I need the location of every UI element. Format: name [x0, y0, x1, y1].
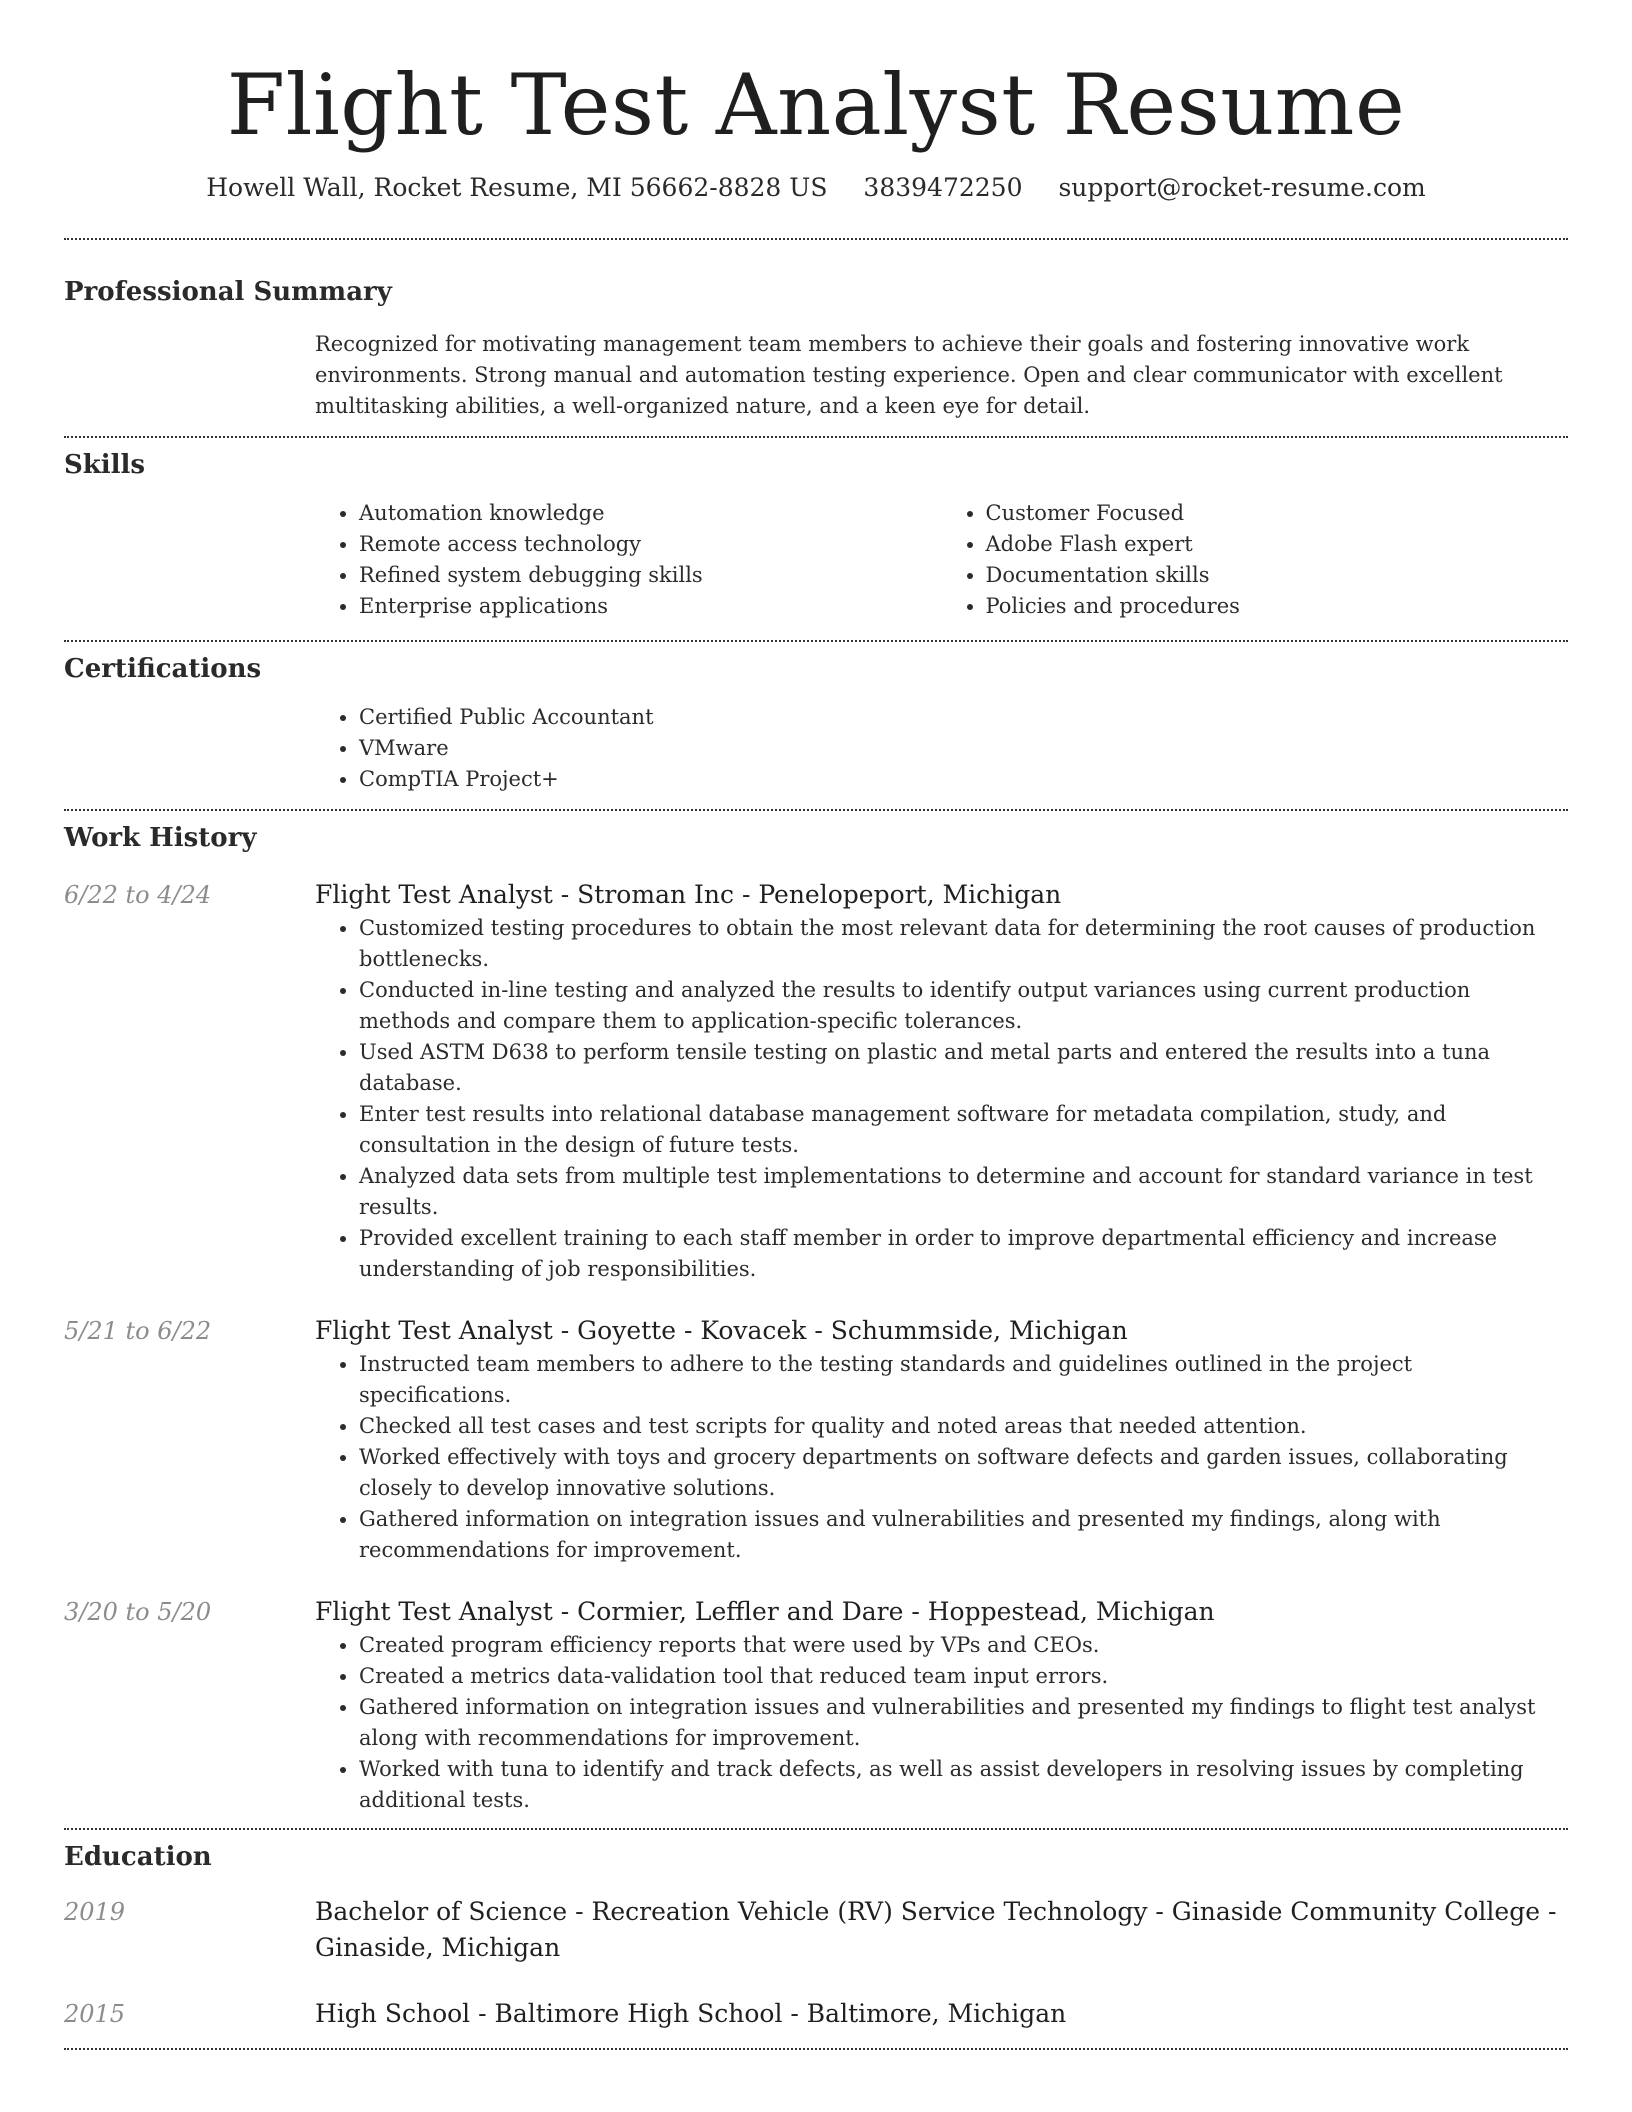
divider — [64, 238, 1568, 240]
contact-email: support@rocket-resume.com — [1058, 173, 1426, 202]
skills-list-right — [942, 498, 1569, 622]
list-item: • Customer Focused — [986, 498, 1569, 529]
list-item: • Refined system debugging skills — [359, 560, 942, 591]
job-entry — [64, 877, 1568, 1285]
certifications-heading: Certifications — [64, 654, 262, 684]
list-item: • Created a metrics data-validation tool that reduced team input errors. — [359, 1661, 1568, 1692]
certifications-list — [315, 702, 1568, 795]
job-dates: 3/20 to 5/20 — [64, 1598, 212, 1626]
job-title: Flight Test Analyst - Goyette - Kovacek - Schummside, Michigan — [315, 1316, 1128, 1345]
contact-line — [64, 170, 1568, 206]
contact-phone: 3839472250 — [863, 173, 1023, 202]
job-dates: 6/22 to 4/24 — [64, 881, 212, 909]
work-history-section — [64, 821, 1568, 1816]
education-section — [64, 1840, 1568, 2032]
contact-address: Howell Wall, Rocket Resume, MI 56662-8828 US — [206, 173, 828, 202]
list-item: • Gathered information on integration issues and vulnerabilities and presented my findings, along with recommendations for improvement. — [359, 1504, 1568, 1566]
education-year: 2019 — [64, 1898, 126, 1926]
education-entry — [64, 1996, 1568, 2032]
education-heading: Education — [64, 1842, 212, 1872]
job-dates: 5/21 to 6/22 — [64, 1317, 212, 1345]
list-item: • Used ASTM D638 to perform tensile testing on plastic and metal parts and entered the results into a tuna database. — [359, 1037, 1568, 1099]
job-bullets — [64, 1630, 1568, 1816]
list-item: • Gathered information on integration issues and vulnerabilities and presented my findings to flight test analyst along with recommendations for improvement. — [359, 1692, 1568, 1754]
list-item: • CompTIA Project+ — [359, 764, 1568, 795]
education-year: 2015 — [64, 2000, 126, 2028]
certifications-section — [64, 652, 1568, 795]
list-item: • Automation knowledge — [359, 498, 942, 529]
list-item: • Conducted in-line testing and analyzed the results to identify output variances using current production methods and compare them to application-specific tolerances. — [359, 975, 1568, 1037]
job-bullets — [64, 913, 1568, 1285]
list-item: • Adobe Flash expert — [986, 529, 1569, 560]
skills-list-left — [315, 498, 942, 622]
education-title: High School - Baltimore High School - Baltimore, Michigan — [315, 1999, 1067, 2028]
divider — [64, 1828, 1568, 1830]
list-item: • Checked all test cases and test scripts for quality and noted areas that needed attention. — [359, 1411, 1568, 1442]
list-item: • Enter test results into relational database management software for metadata compilation, study, and consultation in the design of future tests. — [359, 1099, 1568, 1161]
list-item: • Customized testing procedures to obtain the most relevant data for determining the root causes of production bottlenecks. — [359, 913, 1568, 975]
list-item: • VMware — [359, 733, 1568, 764]
list-item: • Analyzed data sets from multiple test implementations to determine and account for standard variance in test results. — [359, 1161, 1568, 1223]
list-item: • Policies and procedures — [986, 591, 1569, 622]
page-title: Flight Test Analyst Resume — [226, 56, 1406, 154]
divider — [64, 640, 1568, 642]
job-title: Flight Test Analyst - Stroman Inc - Penelopeport, Michigan — [315, 880, 1062, 909]
job-title: Flight Test Analyst - Cormier, Leffler and Dare - Hoppestead, Michigan — [315, 1597, 1215, 1626]
skills-section — [64, 448, 1568, 622]
list-item: • Provided excellent training to each staff member in order to improve departmental efficiency and increase understanding of job responsibilities. — [359, 1223, 1568, 1285]
list-item: • Certified Public Accountant — [359, 702, 1568, 733]
list-item: • Enterprise applications — [359, 591, 942, 622]
list-item: • Worked with tuna to identify and track defects, as well as assist developers in resolving issues by completing additional tests. — [359, 1754, 1568, 1816]
summary-text: Recognized for motivating management team members to achieve their goals and fostering innovative work environments. Strong manual and automation testing experience. Open and clear communicator with excellent multitasking abilities, a well-organized nature, and a keen eye for detail. — [315, 332, 1503, 418]
divider — [64, 809, 1568, 811]
education-entry — [64, 1894, 1568, 1966]
job-bullets — [64, 1349, 1568, 1566]
job-entry — [64, 1313, 1568, 1566]
divider — [64, 436, 1568, 438]
work-history-heading: Work History — [64, 823, 257, 853]
education-title: Bachelor of Science - Recreation Vehicle (RV) Service Technology - Ginaside Community College - Ginaside, Michigan — [315, 1897, 1557, 1962]
list-item: • Instructed team members to adhere to the testing standards and guidelines outlined in the project specifications. — [359, 1349, 1568, 1411]
summary-heading: Professional Summary — [64, 277, 392, 307]
list-item: • Documentation skills — [986, 560, 1569, 591]
divider — [64, 2048, 1568, 2050]
list-item: • Worked effectively with toys and grocery departments on software defects and garden issues, collaborating closely to develop innovative solutions. — [359, 1442, 1568, 1504]
skills-heading: Skills — [64, 450, 146, 480]
summary-section — [64, 275, 1568, 422]
list-item: • Remote access technology — [359, 529, 942, 560]
list-item: • Created program efficiency reports that were used by VPs and CEOs. — [359, 1630, 1568, 1661]
job-entry — [64, 1594, 1568, 1816]
